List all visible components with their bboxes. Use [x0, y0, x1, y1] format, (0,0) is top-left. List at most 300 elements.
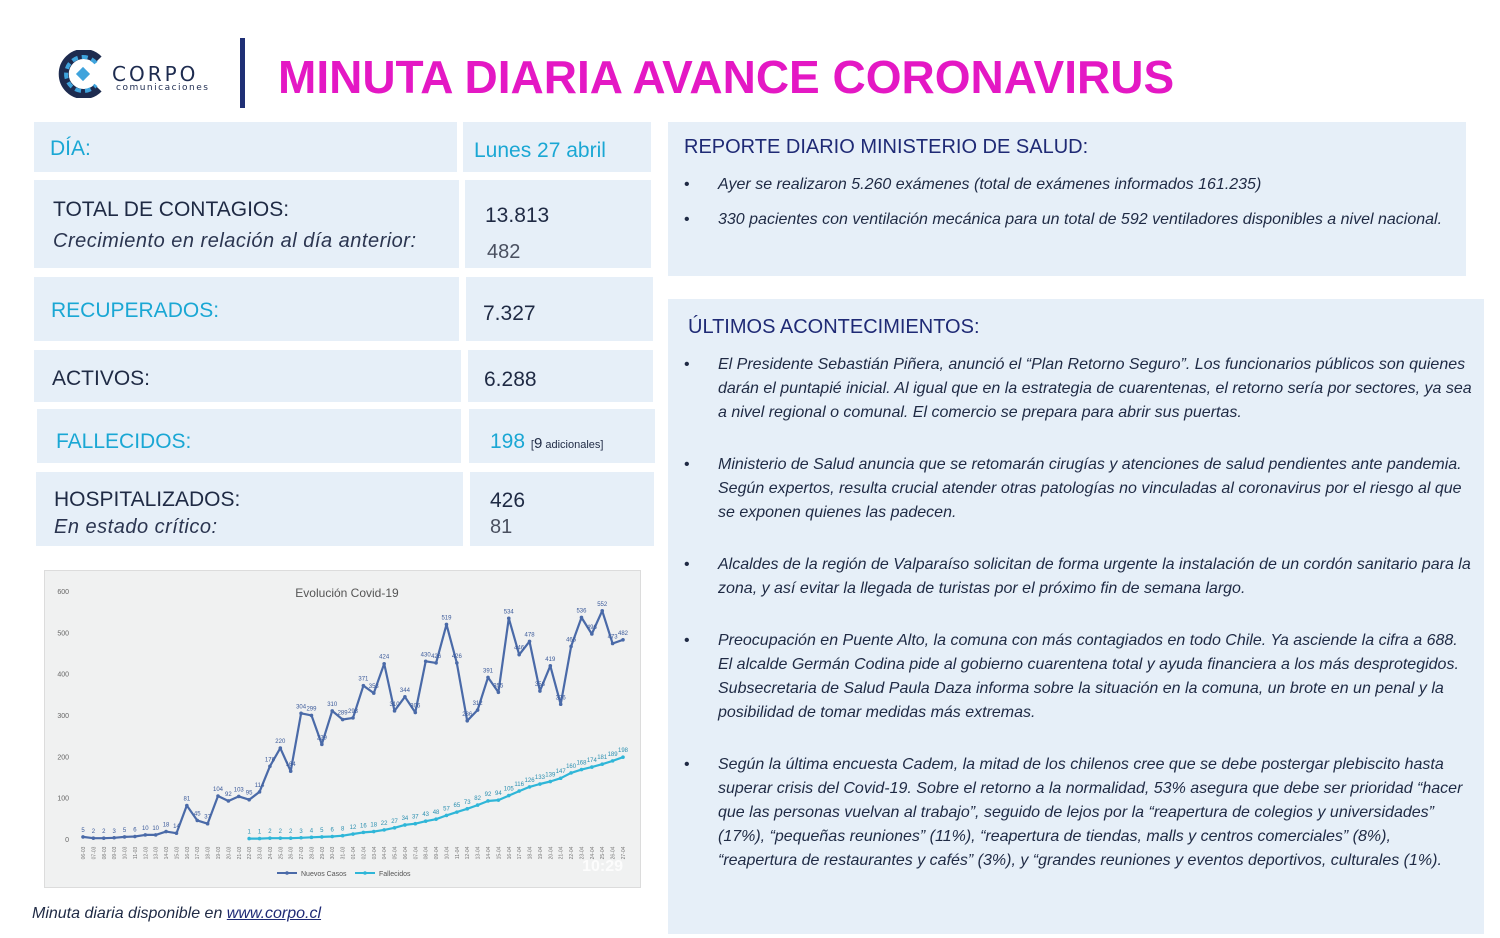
x-tick-label: 03-04 — [371, 846, 378, 860]
x-tick-label: 22-04 — [569, 846, 576, 860]
fallecidos-label-box — [37, 409, 461, 463]
x-tick-label: 06-03 — [81, 846, 87, 860]
data-label: 139 — [545, 772, 556, 779]
logo-subtitle: comunicaciones — [116, 83, 210, 93]
data-label: 176 — [264, 757, 275, 764]
data-point — [102, 836, 106, 840]
activos-label-box — [34, 350, 461, 402]
x-tick-label: 29-03 — [319, 846, 326, 860]
x-tick-label: 13-04 — [475, 846, 482, 860]
x-tick-label: 24-03 — [267, 846, 274, 860]
y-tick-label: 200 — [57, 754, 69, 762]
data-point — [445, 814, 449, 818]
data-label: 164 — [285, 762, 296, 769]
data-point — [216, 794, 220, 798]
data-label: 116 — [514, 782, 524, 789]
dia-value-box — [463, 122, 651, 172]
data-label: 57 — [443, 806, 450, 813]
x-tick-label: 12-04 — [465, 846, 472, 860]
x-tick-label: 18-04 — [527, 846, 534, 860]
data-point — [414, 711, 418, 715]
data-label: 18 — [370, 822, 378, 829]
legend-marker — [285, 871, 289, 875]
activos-label: ACTIVOS: — [52, 367, 151, 390]
data-point — [299, 712, 303, 716]
x-tick-label: 21-04 — [558, 846, 565, 860]
data-point — [144, 833, 148, 837]
data-label: 312 — [472, 701, 483, 708]
data-label: 10 — [141, 825, 149, 832]
data-point — [289, 836, 293, 840]
data-label: 43 — [422, 812, 430, 819]
data-point — [559, 776, 563, 780]
data-label: 81 — [183, 796, 191, 803]
noticia-item: • Según la última encuesta Cadem, la mitad de los chilenos cree que se debe postergar plebiscito hasta superar crisis del Covid-19. Sobre el retorno a la normalidad, 53% asegura que debe ser prioridad “hacer que las personas vuelvan al trabajo”, seguido de lejos por la “reapertura de colegios y universidades” (17%), “pequeñas reuniones” (11%), “reapertura de tiendas, malls y centros comerciales” (8%), “reapertura de restaurantes y cafés” (3%), y “grandes reuniones y eventos deportivos, culturales (1%). — [684, 753, 1474, 873]
data-point — [600, 762, 604, 766]
data-point — [279, 746, 283, 750]
dia-label-box — [34, 122, 457, 172]
data-point — [362, 684, 366, 688]
data-label: 2 — [289, 829, 293, 836]
x-tick-label: 09-04 — [434, 846, 441, 860]
x-tick-label: 25-03 — [278, 846, 285, 860]
x-tick-label: 10-03 — [122, 846, 129, 860]
hospitalizados-label-box — [36, 472, 463, 546]
x-tick-label: 17-03 — [195, 846, 202, 860]
data-label: 536 — [576, 608, 587, 615]
data-label: 189 — [607, 751, 618, 758]
chart-title: Evolución Covid-19 — [295, 586, 399, 600]
data-point — [258, 790, 262, 794]
data-point — [455, 661, 459, 665]
data-point — [372, 830, 376, 834]
data-label: 105 — [503, 786, 514, 793]
data-label: 229 — [316, 735, 327, 742]
activos-value: 6.288 — [484, 368, 537, 391]
data-label: 473 — [607, 634, 618, 641]
data-label: 95 — [245, 790, 253, 797]
data-label: 2 — [102, 829, 106, 836]
data-point — [486, 676, 490, 680]
data-label: 126 — [524, 777, 535, 784]
x-tick-label: 23-03 — [257, 846, 264, 860]
data-point — [600, 609, 604, 613]
data-point — [330, 709, 334, 713]
data-point — [320, 835, 324, 839]
recuperados-label: RECUPERADOS: — [51, 299, 220, 322]
x-tick-label: 26-03 — [288, 846, 295, 860]
x-tick-label: 30-03 — [330, 846, 337, 860]
data-point — [268, 836, 272, 840]
fallecidos-label: FALLECIDOS: — [56, 430, 192, 453]
data-point — [123, 835, 127, 839]
data-point — [195, 819, 199, 823]
recuperados-value-box — [466, 277, 653, 341]
data-label: 430 — [420, 652, 431, 659]
data-label: 424 — [379, 654, 390, 661]
y-tick-label: 600 — [57, 589, 69, 596]
data-point — [517, 653, 521, 657]
data-label: 4 — [309, 828, 314, 835]
data-label: 104 — [212, 787, 224, 794]
data-point — [247, 837, 251, 841]
data-label: 1 — [247, 829, 251, 836]
data-label: 289 — [337, 710, 348, 717]
data-point — [549, 780, 553, 784]
x-tick-label: 16-03 — [184, 846, 191, 860]
data-point — [382, 828, 386, 832]
logo-name: CORPO — [112, 62, 199, 86]
data-point — [227, 799, 231, 803]
noticias-title: ÚLTIMOS ACONTECIMIENTOS: — [688, 316, 980, 338]
data-label: 18 — [162, 822, 170, 829]
fallecidos-additional: [9 adicionales] — [530, 435, 604, 452]
x-tick-label: 09-03 — [112, 846, 119, 860]
data-point — [185, 804, 189, 808]
data-label: 534 — [503, 609, 514, 616]
data-label: 65 — [453, 803, 461, 810]
data-point — [580, 616, 584, 620]
data-point — [310, 836, 314, 840]
recuperados-label-box — [34, 277, 459, 341]
x-tick-label: 16-04 — [506, 846, 513, 860]
footer-text: Minuta diaria disponible en — [32, 905, 227, 922]
covid-chart — [44, 570, 641, 888]
fallecidos-value: 198 — [490, 430, 526, 453]
data-label: 37 — [411, 814, 419, 821]
x-tick-label: 10-04 — [444, 846, 451, 860]
x-tick-label: 04-04 — [382, 846, 389, 860]
data-label: 12 — [349, 825, 357, 832]
data-label: 310 — [327, 701, 338, 708]
reporte-title: REPORTE DIARIO MINISTERIO DE SALUD: — [684, 136, 1089, 158]
data-point — [154, 833, 158, 837]
data-label: 168 — [576, 760, 587, 767]
data-label: 391 — [482, 668, 494, 675]
data-point — [341, 834, 345, 838]
data-label: 37 — [204, 814, 211, 821]
noticias-list — [684, 353, 1474, 901]
data-point — [434, 661, 438, 665]
noticia-item: • Preocupación en Puente Alto, la comuna con más contagiados en todo Chile. Ya asciende la cifra a 688. El alcalde Germán Codina pide al gobierno cuarentena total y ayuda financiera a los más desprotegidos. Subsecretaria de Salud Paula Daza informa sobre la situación en la comuna, un brote en un penal y la posibilidad de tomar medidas más extremas. — [684, 629, 1474, 725]
data-point — [330, 835, 334, 839]
x-tick-label: 20-04 — [548, 846, 555, 860]
data-label: 466 — [566, 637, 577, 644]
fallecidos-value-line — [490, 430, 603, 454]
data-point — [528, 785, 532, 789]
data-point — [268, 764, 272, 768]
data-point — [351, 716, 355, 720]
reporte-list — [684, 176, 1464, 246]
covid-chart-svg — [45, 571, 642, 889]
data-point — [590, 765, 594, 769]
y-tick-label: 500 — [57, 630, 69, 638]
x-tick-label: 02-04 — [361, 846, 368, 860]
x-tick-label: 22-03 — [247, 846, 254, 860]
data-label: 22 — [380, 820, 388, 827]
data-point — [497, 798, 501, 802]
data-label: 426 — [451, 653, 462, 660]
data-point — [424, 819, 428, 823]
data-label: 299 — [306, 706, 317, 713]
data-point — [476, 803, 480, 807]
data-point — [403, 823, 407, 827]
x-tick-label: 20-03 — [226, 846, 233, 860]
data-point — [486, 799, 490, 803]
contagios-label-box — [34, 180, 459, 268]
data-point — [465, 807, 469, 811]
data-label: 426 — [431, 653, 442, 660]
x-tick-label: 25-04 — [600, 846, 607, 860]
x-tick-label: 14-03 — [164, 846, 171, 860]
data-label: 306 — [410, 703, 421, 710]
contagios-growth-value: 482 — [487, 241, 521, 263]
data-point — [559, 702, 563, 706]
data-label: 478 — [524, 632, 535, 639]
x-tick-label: 01-04 — [351, 846, 357, 860]
contagios-sublabel: Crecimiento en relación al día anterior: — [53, 230, 417, 252]
noticia-item: • Alcaldes de la región de Valparaíso solicitan de forma urgente la instalación de un cordón sanitario para la zona, y así evitar la llegada de turistas por el próximo fin de semana largo. — [684, 553, 1474, 601]
data-point — [621, 638, 625, 642]
data-label: 45 — [193, 811, 201, 818]
data-point — [507, 794, 511, 798]
data-point — [372, 691, 376, 695]
data-point — [279, 836, 283, 840]
recuperados-value: 7.327 — [483, 302, 536, 325]
x-tick-label: 08-03 — [101, 846, 108, 860]
data-label: 94 — [495, 791, 502, 798]
data-label: 304 — [296, 704, 307, 711]
data-point — [382, 662, 386, 666]
data-point — [569, 771, 573, 775]
x-tick-label: 11-03 — [132, 846, 139, 860]
data-point — [81, 835, 85, 839]
data-label: 5 — [320, 827, 324, 834]
corpo-logo-mark-icon — [58, 50, 106, 98]
data-label: 92 — [484, 791, 492, 798]
data-label: 220 — [275, 739, 286, 746]
data-point — [299, 836, 303, 840]
data-point — [445, 623, 449, 627]
data-point — [393, 826, 397, 830]
x-tick-label: 28-03 — [309, 846, 316, 860]
x-tick-label: 12-03 — [143, 846, 150, 860]
data-label: 5 — [81, 827, 85, 834]
data-label: 519 — [441, 615, 452, 622]
data-label: 174 — [586, 758, 597, 765]
data-point — [112, 836, 116, 840]
data-point — [455, 810, 459, 814]
y-tick-label: 300 — [57, 713, 69, 720]
data-point — [611, 642, 615, 646]
data-label: 419 — [545, 656, 556, 663]
hospitalizados-sublabel: En estado crítico: — [54, 516, 218, 538]
data-label: 286 — [462, 711, 473, 718]
data-point — [569, 645, 573, 649]
data-label: 496 — [586, 624, 597, 631]
x-tick-label: 13-03 — [153, 846, 160, 860]
data-label: 358 — [534, 682, 545, 689]
data-label: 14 — [173, 824, 180, 831]
data-label: 2 — [268, 829, 272, 836]
data-point — [92, 836, 96, 840]
data-point — [549, 664, 553, 668]
data-point — [580, 768, 584, 772]
data-point — [424, 659, 428, 663]
reporte-item: • 330 pacientes con ventilación mecánica para un total de 592 ventiladores disponibles a nivel nacional. — [684, 211, 1464, 229]
data-point — [289, 769, 293, 773]
data-label: 5 — [122, 827, 127, 834]
x-tick-label: 19-04 — [537, 846, 544, 860]
data-point — [517, 789, 521, 793]
critico-value: 81 — [490, 516, 513, 538]
dia-value: Lunes 27 abril — [474, 139, 606, 162]
data-point — [497, 690, 501, 694]
fallecidos-value-box — [469, 409, 655, 463]
data-label: 552 — [597, 601, 608, 608]
data-point — [175, 831, 179, 835]
series-line-nuevos-casos — [83, 611, 623, 838]
data-label: 355 — [493, 683, 504, 690]
data-label: 446 — [514, 645, 525, 652]
data-label: 3 — [299, 828, 303, 835]
data-label: 181 — [597, 755, 608, 762]
contagios-value: 13.813 — [485, 204, 550, 227]
data-label: 92 — [225, 791, 232, 798]
data-point — [362, 831, 366, 835]
data-point — [538, 689, 542, 693]
data-label: 48 — [432, 810, 440, 817]
reporte-panel — [668, 122, 1466, 276]
data-label: 6 — [330, 827, 334, 834]
data-label: 114 — [254, 782, 265, 789]
activos-value-box — [468, 350, 653, 402]
data-point — [611, 759, 615, 763]
x-tick-label: 24-04 — [589, 846, 596, 860]
y-tick-label: 100 — [57, 795, 69, 803]
data-label: 353 — [368, 684, 379, 691]
data-label: 344 — [399, 687, 410, 694]
contagios-label: TOTAL DE CONTAGIOS: — [53, 198, 290, 221]
data-point — [403, 695, 407, 699]
data-label: 6 — [133, 827, 137, 834]
data-label: 293 — [347, 708, 359, 715]
x-tick-label: 18-03 — [205, 846, 212, 860]
x-tick-label: 07-04 — [413, 846, 420, 860]
x-tick-label: 26-04 — [610, 846, 617, 860]
data-point — [258, 837, 262, 841]
x-tick-label: 08-04 — [423, 846, 430, 860]
data-label: 310 — [389, 701, 400, 708]
noticias-panel — [668, 299, 1484, 934]
data-point — [590, 632, 594, 636]
data-point — [528, 640, 532, 644]
data-label: 3 — [112, 828, 116, 835]
data-label: 73 — [463, 799, 471, 806]
x-tick-label: 14-04 — [486, 846, 492, 860]
data-point — [434, 817, 438, 821]
x-tick-label: 06-04 — [402, 846, 409, 860]
data-point — [320, 743, 324, 747]
chart-timestamp: 10:29 — [582, 858, 623, 875]
data-label: 133 — [534, 775, 545, 782]
data-label: 16 — [360, 823, 367, 830]
data-label: 147 — [555, 769, 566, 776]
legend-marker — [363, 871, 367, 875]
data-label: 2 — [91, 829, 96, 836]
x-tick-label: 23-04 — [579, 846, 586, 860]
footer-link[interactable]: www.corpo.cl — [226, 905, 322, 922]
data-label: 482 — [617, 630, 629, 637]
x-tick-label: 21-03 — [236, 846, 243, 860]
data-point — [476, 708, 480, 712]
data-point — [507, 616, 511, 620]
x-tick-label: 31-03 — [340, 846, 347, 860]
noticia-item: • Ministerio de Salud anuncia que se retomarán cirugías y atenciones de salud pendientes ante pandemia. Según expertos, resulta crucial atender otras patologías no vinculadas al coronavirus por el riesgo al que se exponen quienes las padecen. — [684, 453, 1474, 525]
legend-label: Nuevos Casos — [301, 871, 347, 878]
noticia-item: • El Presidente Sebastián Piñera, anunció el “Plan Retorno Seguro”. Los funcionarios públicos son quienes darán el puntapié inicial. Al igual que en la estrategia de cuarentenas, el retorno sería por sectores, ya sea a nivel regional o comunal. El comercio se prepara para abrir sus puertas. — [684, 353, 1474, 425]
data-label: 1 — [257, 829, 262, 836]
hospitalizados-value: 426 — [490, 489, 526, 512]
x-tick-label: 27-04 — [621, 846, 627, 860]
data-point — [133, 835, 137, 839]
data-point — [206, 822, 210, 826]
data-label: 10 — [152, 825, 160, 832]
header-divider — [240, 38, 245, 108]
data-point — [621, 755, 625, 759]
y-tick-label: 0 — [65, 837, 69, 844]
data-label: 82 — [474, 796, 481, 803]
data-label: 27 — [391, 818, 398, 825]
data-label: 371 — [358, 676, 369, 683]
x-tick-label: 27-03 — [299, 846, 306, 860]
x-tick-label: 17-04 — [517, 846, 524, 860]
hospitalizados-value-box — [470, 472, 654, 546]
x-tick-label: 07-03 — [91, 846, 98, 860]
data-point — [247, 798, 251, 802]
data-point — [237, 795, 241, 799]
x-tick-label: 11-04 — [454, 846, 461, 860]
x-tick-label: 15-03 — [174, 846, 181, 860]
data-point — [310, 714, 314, 718]
data-label: 326 — [555, 695, 566, 702]
data-point — [341, 718, 345, 722]
y-tick-label: 400 — [57, 671, 69, 679]
contagios-value-box — [465, 180, 651, 268]
data-label: 103 — [233, 787, 244, 794]
data-point — [164, 830, 168, 834]
x-tick-label: 19-03 — [216, 846, 222, 860]
x-tick-label: 05-04 — [392, 846, 399, 860]
x-tick-label: 15-04 — [496, 846, 503, 860]
legend-label: Fallecidos — [379, 871, 411, 878]
data-point — [538, 782, 542, 786]
corpo-logo — [58, 50, 228, 100]
data-point — [414, 822, 418, 826]
data-label: 160 — [566, 763, 577, 770]
data-point — [393, 709, 397, 713]
reporte-item: • Ayer se realizaron 5.260 exámenes (total de exámenes informados 161.235) — [684, 176, 1464, 194]
hospitalizados-label: HOSPITALIZADOS: — [54, 488, 241, 511]
data-label: 34 — [401, 815, 409, 822]
data-label: 198 — [617, 748, 629, 755]
page-title: MINUTA DIARIA AVANCE CORONAVIRUS — [278, 51, 1175, 103]
footer-note — [32, 905, 321, 923]
data-point — [351, 832, 355, 836]
dia-label: DÍA: — [50, 137, 91, 160]
data-label: 2 — [278, 829, 282, 836]
data-label: 8 — [340, 826, 345, 833]
